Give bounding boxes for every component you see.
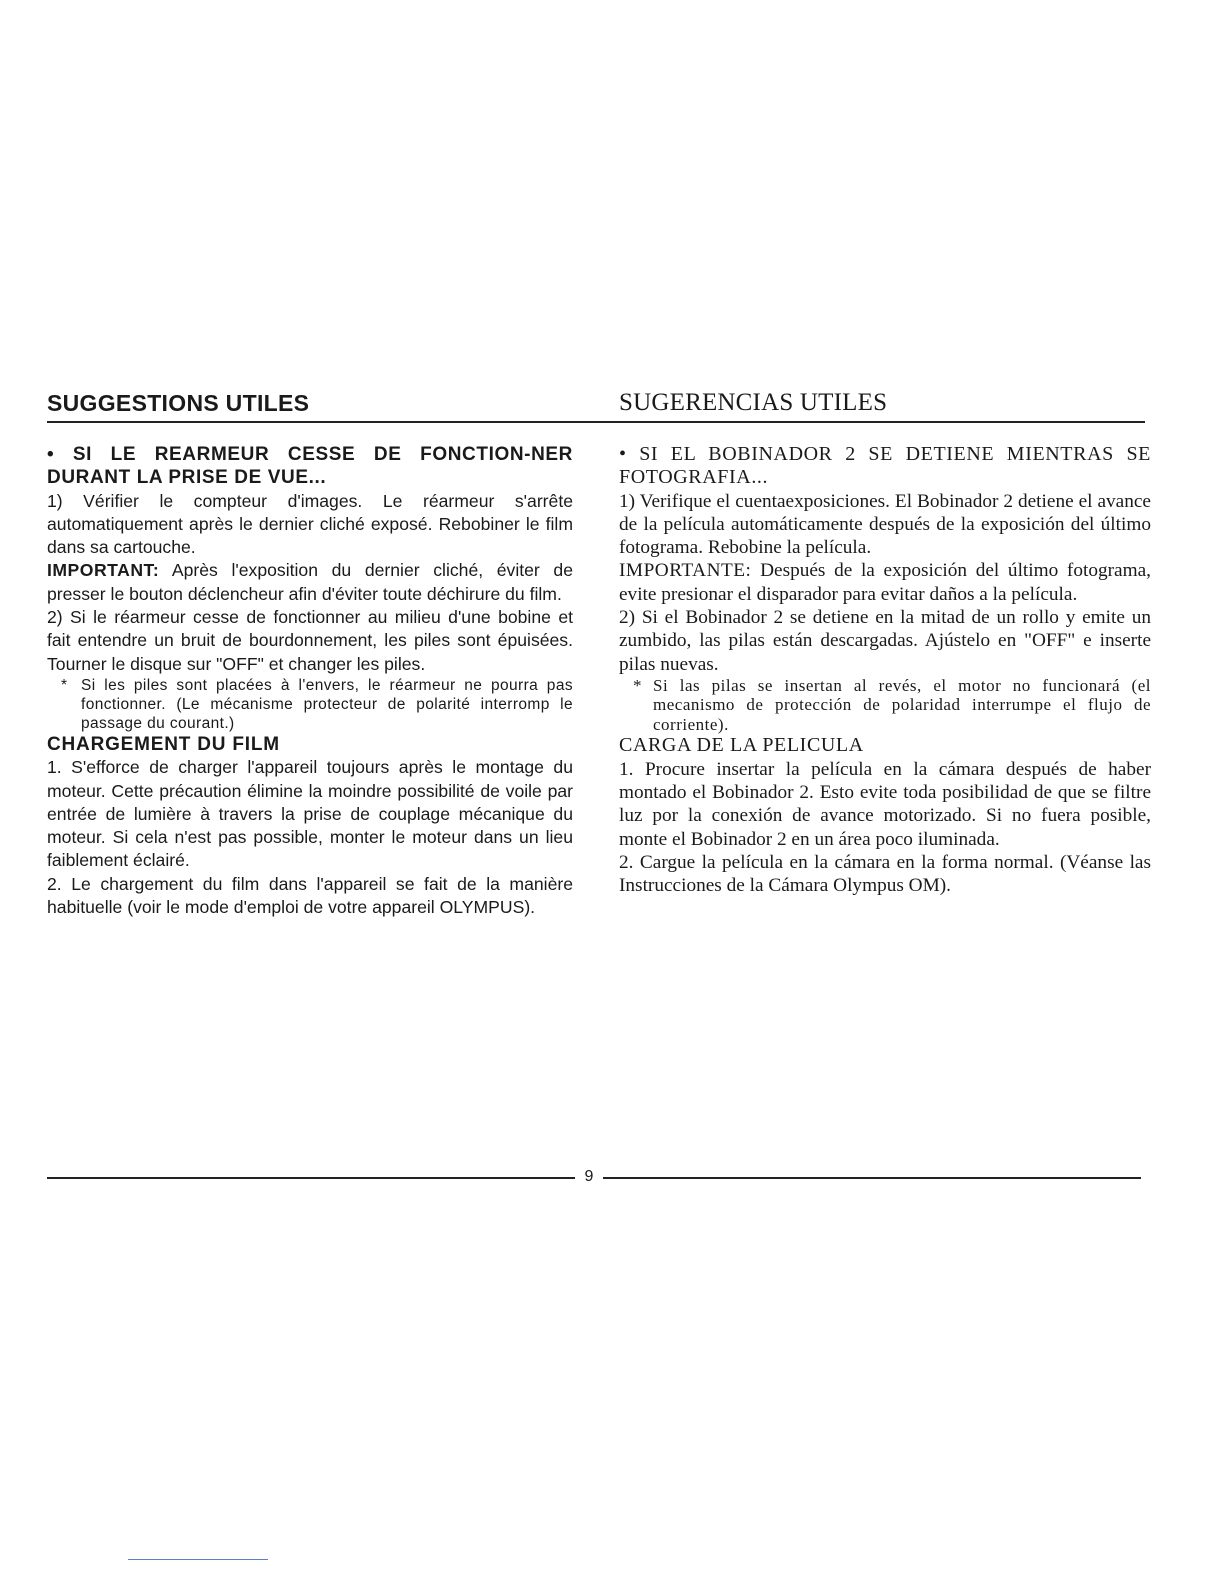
- french-note-text: Si les piles sont placées à l'envers, le réarmeur ne pourra pas fonctionner. (Le mécanisme protecteur de polarité interromp le passage du courant.): [81, 676, 573, 732]
- french-title: SUGGESTIONS UTILES: [47, 390, 310, 416]
- french-title-rule: [47, 421, 627, 423]
- page-number: 9: [584, 1168, 594, 1185]
- french-section-2-paragraph-1: 1. S'efforce de charger l'appareil toujours après le montage du moteur. Cette précaution élimine la moindre possibilité de voile par entrée de lumière à travers la prise de couplage mécanique du moteur. Si cela n'est pas possible, monter le moteur dans un lieu faiblement éclairé.: [47, 757, 573, 871]
- spanish-section-2-paragraph-2: 2. Cargue la película en la cámara en la forma normal. (Véanse las Instrucciones de la Cámara Olympus OM).: [619, 851, 1151, 897]
- spanish-note: [619, 676, 1151, 735]
- french-heading: • SI LE REARMEUR CESSE DE FONCTION-NER DURANT LA PRISE DE VUE...: [47, 444, 573, 489]
- french-paragraph-2: 2) Si le réarmeur cesse de fonctionner au milieu d'une bobine et fait entendre un bruit de bourdonnement, les piles sont épuisées. Tourner le disque sur "OFF" et changer les piles.: [47, 607, 573, 674]
- footer-rule-right: [603, 1177, 1141, 1179]
- spanish-important-label: IMPORTANTE:: [619, 560, 752, 582]
- french-note: [47, 676, 573, 733]
- french-body: [47, 443, 573, 919]
- spanish-section-2-paragraph-1: 1. Procure insertar la película en la cámara después de haber montado el Bobinador 2. Esto evite toda posibilidad de que se filtre luz por la conexión de avance motorizado. Si no fuera posible, monte el Bobinador 2 en un área poco iluminada.: [619, 758, 1151, 850]
- french-important-text: Après l'exposition du dernier cliché, éviter de presser le bouton déclencheur afin d'éviter toute déchirure du film.: [47, 560, 574, 604]
- spanish-section-2-title: CARGA DE LA PELICULA: [619, 734, 864, 757]
- spanish-column: [619, 388, 1151, 898]
- french-note-star: *: [61, 676, 68, 694]
- spanish-paragraph-1: 1) Verifique el cuentaexposiciones. El Bobinador 2 detiene el avance de la película automáticamente después de la exposición del último fotograma. Rebobine la película.: [619, 490, 1151, 559]
- french-column: [47, 388, 573, 919]
- footer-rule-left: [47, 1177, 575, 1179]
- french-section-2-paragraph-2: 2. Le chargement du film dans l'appareil se fait de la manière habituelle (voir le mode d'emploi de votre appareil OLYMPUS).: [47, 873, 573, 918]
- spanish-heading: • SI EL BOBINADOR 2 SE DETIENE MIENTRAS SE FOTOGRAFIA...: [619, 443, 1151, 489]
- spanish-paragraph-2: 2) Si el Bobinador 2 se detiene en la mitad de un rollo y emite un zumbido, las pilas están descargadas. Ajústelo en "OFF" e inserte pilas nuevas.: [619, 607, 1151, 675]
- spanish-body: [619, 443, 1151, 898]
- spanish-important-text: Después de la exposición del último fotograma, evite presionar el disparador para evitar daños a la película.: [619, 560, 1151, 605]
- page-footer: [47, 1166, 1141, 1188]
- french-section-2-title: CHARGEMENT DU FILM: [47, 733, 280, 755]
- spanish-title: SUGERENCIAS UTILES: [619, 389, 888, 416]
- french-important-label: IMPORTANT:: [47, 560, 160, 581]
- french-important: [47, 559, 573, 606]
- spanish-important: [619, 559, 1151, 606]
- french-paragraph-1: 1) Vérifier le compteur d'images. Le réarmeur s'arrête automatiquement après le dernier cliché exposé. Rebobiner le film dans sa cartouche.: [47, 490, 573, 558]
- spanish-title-rule: [619, 421, 1145, 423]
- bottom-edge-mark: [128, 1559, 268, 1560]
- spanish-note-text: Si las pilas se insertan al revés, el motor no funcionará (el mecanismo de protección de polaridad interrumpe el flujo de corriente).: [653, 675, 1151, 734]
- spanish-note-star: *: [633, 675, 642, 695]
